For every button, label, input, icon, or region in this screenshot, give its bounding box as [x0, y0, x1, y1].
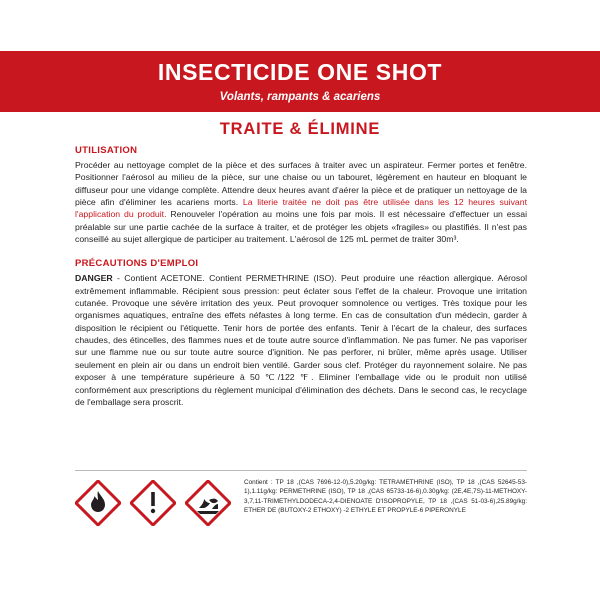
utilisation-text-part2: Renouveler l'opération au moins une fois par mois. Il est nécessaire d'effectuer un essai préalable sur une partie cachée de la surface à traiter, et de protéger les objets «fragiles» ou plastifiés. Il n'est pas conseillé au sujet allergique de participer au traitement. L'aérosol de 125 mL permet de traiter 30m³.	[75, 209, 528, 245]
exclamation-pictogram	[130, 480, 176, 526]
header-subtitle: Volants, rampants & acariens	[219, 90, 381, 103]
page-title: INSECTICIDE ONE SHOT	[157, 59, 443, 86]
precautions-text-body: - Contient ACETONE. Contient PERMETHRINE (ISO). Peut produire une réaction allergique. Aérosol extrêmement inflammable. Récipient sous pression: peut éclater sous l'effet de la chaleur. Provoque une irritation cutanée. Provoque une sévère irritation des yeux. Peut provoquer somnolence ou vertiges. Très toxique pour les organismes aquatiques, entraîne des effets néfastes à long terme. En cas de consultation d'un médecin, garder à disposition le récipient ou l'étiquette. Tenir hors de portée des enfants. Tenir à l'écart de la chaleur, des surfaces chaudes, des étincelles, des flammes nues et de toute autre source d'inflammation. Ne pas fumer. Ne pas vaporiser sur une flamme nue ou sur toute autre source d'ignition. Ne pas perforer, ni brûler, même après usage. Utiliser seulement en plein air ou dans un endroit bien ventilé. Garder sous clef. Protéger du rayonnement solaire. Ne pas exposer à une température supérieure à 50 ℃/122 ℉. Eliminer l'emballage vide ou le produit non utilisé conformément aux prescriptions du règlement municipal d'élimination des déchets. Dans le second cas, le recyclage de l'emballage sera proscrit.	[75, 273, 527, 407]
hazard-section	[75, 478, 527, 526]
section-title-precautions: PRÉCAUTIONS D'EMPLOI	[75, 258, 199, 270]
divider	[75, 470, 527, 471]
claim-text: TRAITE & ÉLIMINE	[219, 120, 381, 138]
pictogram-group	[75, 478, 231, 526]
section-utilisation	[75, 145, 527, 245]
ingredients-text: Contient : TP 18 ,(CAS 7696-12-0),5.20g/kg: TETRAMETHRINE (ISO), TP 18 ,(CAS 52645-53-1),1.11g/kg: PERMETHRINE (ISO), TP 18 ,(CAS 65733-16-6),0.30g/kg: (2E,4E,7S)-11-METHOXY-3,7,11-TRIMETHYLDODECA-2,4-DIENOATE D'ISOPROPYLE, TP 18 ,(CAS 51-03-6),25.89g/kg: ETHER DE (BUTOXY-2 ETHOXY) -2 ETHYLE ET PROPYLE-6 PIPERONYLE	[244, 479, 527, 514]
precautions-text	[75, 272, 527, 408]
environment-pictogram	[185, 480, 231, 526]
danger-keyword: DANGER	[75, 273, 113, 284]
content-body	[75, 145, 527, 408]
flammable-pictogram	[75, 480, 121, 526]
utilisation-text-part1: Procéder au nettoyage complet de la pièce et des surfaces à traiter avec un aspirateur. Fermer portes et fenêtre. Positionner l'aérosol au milieu de la pièce, sur une chaise ou un tabouret, légèrement en hauteur en bloquant le diffuseur pour une vidange complète. Attendre deux heures avant d'aérer la pièce et de pratiquer un nettoyage de la pièce afin d'éliminer les acariens morts.	[75, 160, 527, 208]
utilisation-text-warning: La literie traitée ne doit pas être utilisée dans les 12 heures suivant l'application du produit.	[75, 197, 527, 220]
section-spacer	[75, 245, 527, 258]
header-band	[0, 51, 600, 112]
section-title-utilisation: UTILISATION	[75, 145, 138, 156]
utilisation-text	[75, 159, 527, 245]
section-precautions	[75, 258, 527, 408]
